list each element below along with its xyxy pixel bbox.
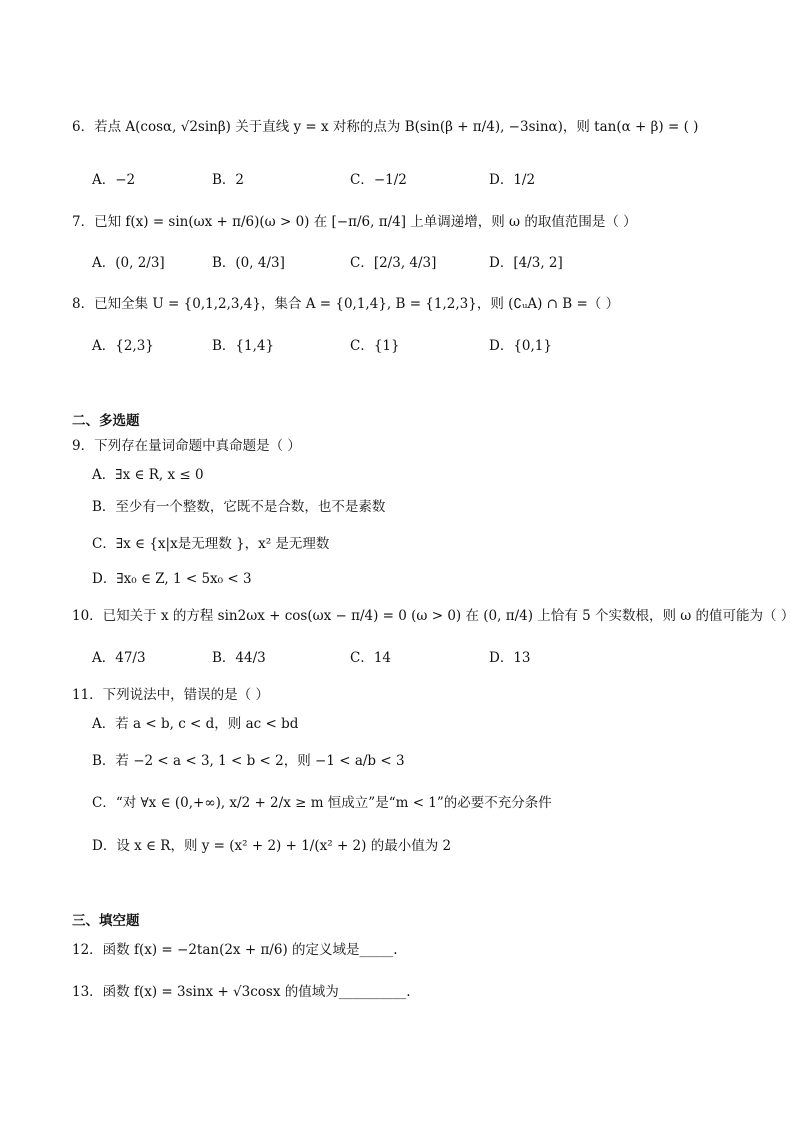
question-7-option-a: A．(0, 2/3] <box>92 255 165 271</box>
question-9-option-b: B．至少有一个整数，它既不是合数，也不是素数 <box>92 499 386 515</box>
question-8-option-a: A．{2,3} <box>92 338 154 354</box>
question-13-stem: 13．函数 f(x) = 3sinx + √3cosx 的值域为__________. <box>72 984 411 1000</box>
question-7-stem: 7．已知 f(x) = sin(ωx + π/6)(ω > 0) 在 [−π/6, π/4] 上单调递增，则 ω 的取值范围是（ ） <box>72 214 637 230</box>
question-12-stem: 12．函数 f(x) = −2tan(2x + π/6) 的定义域是_____. <box>72 942 398 958</box>
question-6-stem: 6．若点 A(cosα, √2sinβ) 关于直线 y = x 对称的点为 B(sin(β + π/4), −3sinα)，则 tan(α + β) = ( ) <box>72 119 699 135</box>
question-9-option-a: A．∃x ∈ R, x ≤ 0 <box>92 467 204 483</box>
question-9-option-c: C．∃x ∈ {x|x是无理数 }，x² 是无理数 <box>92 536 330 552</box>
question-7-option-c: C．[2/3, 4/3] <box>350 255 437 271</box>
question-7-option-b: B．(0, 4/3] <box>212 255 285 271</box>
question-10-option-d: D．13 <box>489 650 531 666</box>
section-heading-fill-in: 三、填空题 <box>72 913 140 929</box>
question-9-option-d: D．∃x₀ ∈ Z, 1 < 5x₀ < 3 <box>92 571 252 587</box>
question-7-option-d: D．[4/3, 2] <box>489 255 563 271</box>
question-8-option-b: B．{1,4} <box>212 338 275 354</box>
question-6-option-d: D．1/2 <box>489 172 536 188</box>
question-8-option-d: D．{0,1} <box>489 338 552 354</box>
question-11-option-d: D．设 x ∈ R，则 y = (x² + 2) + 1/(x² + 2) 的最小值为 2 <box>92 838 452 854</box>
question-11-option-c: C．“对 ∀x ∈ (0,+∞), x/2 + 2/x ≥ m 恒成立”是“m < 1”的必要不充分条件 <box>92 795 552 811</box>
question-6-option-b: B．2 <box>212 172 245 188</box>
question-10-stem: 10．已知关于 x 的方程 sin2ωx + cos(ωx − π/4) = 0 (ω > 0) 在 (0, π/4) 上恰有 5 个实数根，则 ω 的值可能为（ ） <box>72 608 794 624</box>
question-11-option-a: A．若 a < b, c < d，则 ac < bd <box>92 716 299 732</box>
question-10-option-a: A．47/3 <box>92 650 146 666</box>
question-8-option-c: C．{1} <box>350 338 400 354</box>
question-10-option-b: B．44/3 <box>212 650 266 666</box>
section-heading-multiple-choice: 二、多选题 <box>72 413 140 429</box>
question-6-option-a: A．−2 <box>92 172 136 188</box>
question-9-stem: 9．下列存在量词命题中真命题是（ ） <box>72 438 301 454</box>
question-10-option-c: C．14 <box>350 650 392 666</box>
question-8-stem: 8．已知全集 U = {0,1,2,3,4}，集合 A = {0,1,4}, B = {1,2,3}，则 (∁ᵤA) ∩ B =（ ） <box>72 296 620 312</box>
question-11-stem: 11．下列说法中，错误的是（ ） <box>72 687 269 703</box>
question-11-option-b: B．若 −2 < a < 3, 1 < b < 2，则 −1 < a/b < 3 <box>92 753 405 769</box>
question-6-option-c: C．−1/2 <box>350 172 407 188</box>
